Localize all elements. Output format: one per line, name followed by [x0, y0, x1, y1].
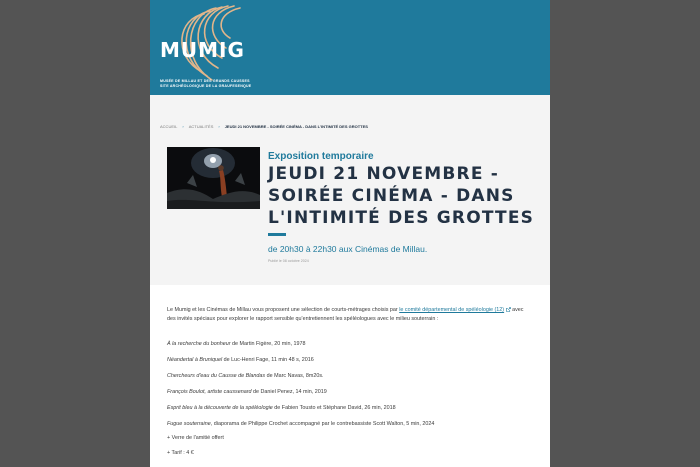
film-title: François Boulot, artiste caussenard — [167, 389, 252, 395]
page-title: JEUDI 21 NOVEMBRE - SOIRÉE CINÉMA - DANS L'INTIMITÉ DES GROTTES — [268, 164, 535, 228]
film-detail: de Martin Figère, 20 min, 1978 — [230, 341, 306, 347]
film-item — [167, 373, 324, 379]
film-detail: de Luc-Henri Fage, 11 min 48 s, 2016 — [222, 357, 314, 363]
site-header — [150, 0, 550, 95]
film-title: Chercheurs d'eau du Causse de Blandas — [167, 373, 266, 379]
article-body — [167, 306, 527, 456]
film-item — [167, 421, 434, 427]
article-subtitle: de 20h30 à 22h30 aux Cinémas de Millau. — [268, 244, 428, 254]
film-detail: de Marc Navas, 8m20s. — [265, 373, 324, 379]
film-item — [167, 405, 396, 411]
breadcrumb-section[interactable]: ACTUALITÉS — [188, 124, 214, 129]
page — [150, 0, 550, 467]
intro-paragraph — [167, 306, 527, 324]
comite-link[interactable]: le comité départemental de spéléologie (12) — [399, 307, 505, 313]
film-title: À la recherche du bonheur — [167, 341, 231, 347]
breadcrumb-separator-icon: › — [182, 124, 184, 129]
extra-item: + Verre de l'amitié offert — [167, 435, 224, 441]
published-date: Publié le 08 octobre 2024 — [268, 259, 309, 263]
film-title: Fugue souterraine — [167, 421, 211, 427]
breadcrumb-separator-icon: › — [218, 124, 220, 129]
logo-wordmark[interactable]: MUMIG — [160, 38, 245, 62]
film-title: Esprit bleu à la découverte de la spéléologie — [167, 405, 273, 411]
intro-text: Le Mumig et les Cinémas de Millau vous proposent une sélection de courts-métrages choisis par — [167, 307, 400, 313]
article-image — [167, 147, 260, 209]
breadcrumb — [160, 124, 368, 129]
film-detail: de Daniel Penez, 14 min, 2019 — [251, 389, 327, 395]
intro-text-end: avec des invités spéciaux pour explorer le rapport sensible qu'entretiennent les spéléologues avec le milieu souterrain : — [167, 307, 524, 322]
film-item — [167, 341, 305, 347]
film-detail: , diaporama de Philippe Crochet accompagné par le contrebassiste Scott Walton, 5 min, 2024 — [210, 421, 435, 427]
price-item: + Tarif : 4 € — [167, 450, 194, 456]
film-item — [167, 357, 314, 363]
title-underline — [268, 233, 286, 236]
film-title: Néandertal à Bruniquel — [167, 357, 223, 363]
breadcrumb-current: JEUDI 21 NOVEMBRE - SOIRÉE CINÉMA - DANS L'INTIMITÉ DES GROTTES — [224, 124, 368, 129]
film-detail: de Fabien Tousto et Stéphane David, 26 min, 2018 — [272, 405, 396, 411]
logo-subtitle — [160, 79, 300, 89]
breadcrumb-home[interactable]: ACCUEIL — [160, 124, 178, 129]
article-kicker: Exposition temporaire — [268, 151, 374, 162]
film-item — [167, 389, 327, 395]
logo-subtitle-line1: MUSÉE DE MILLAU ET DES GRANDS CAUSSES — [160, 79, 250, 83]
logo-subtitle-line2: SITE ARCHÉOLOGIQUE DE LA GRAUFESENQUE — [160, 84, 252, 88]
